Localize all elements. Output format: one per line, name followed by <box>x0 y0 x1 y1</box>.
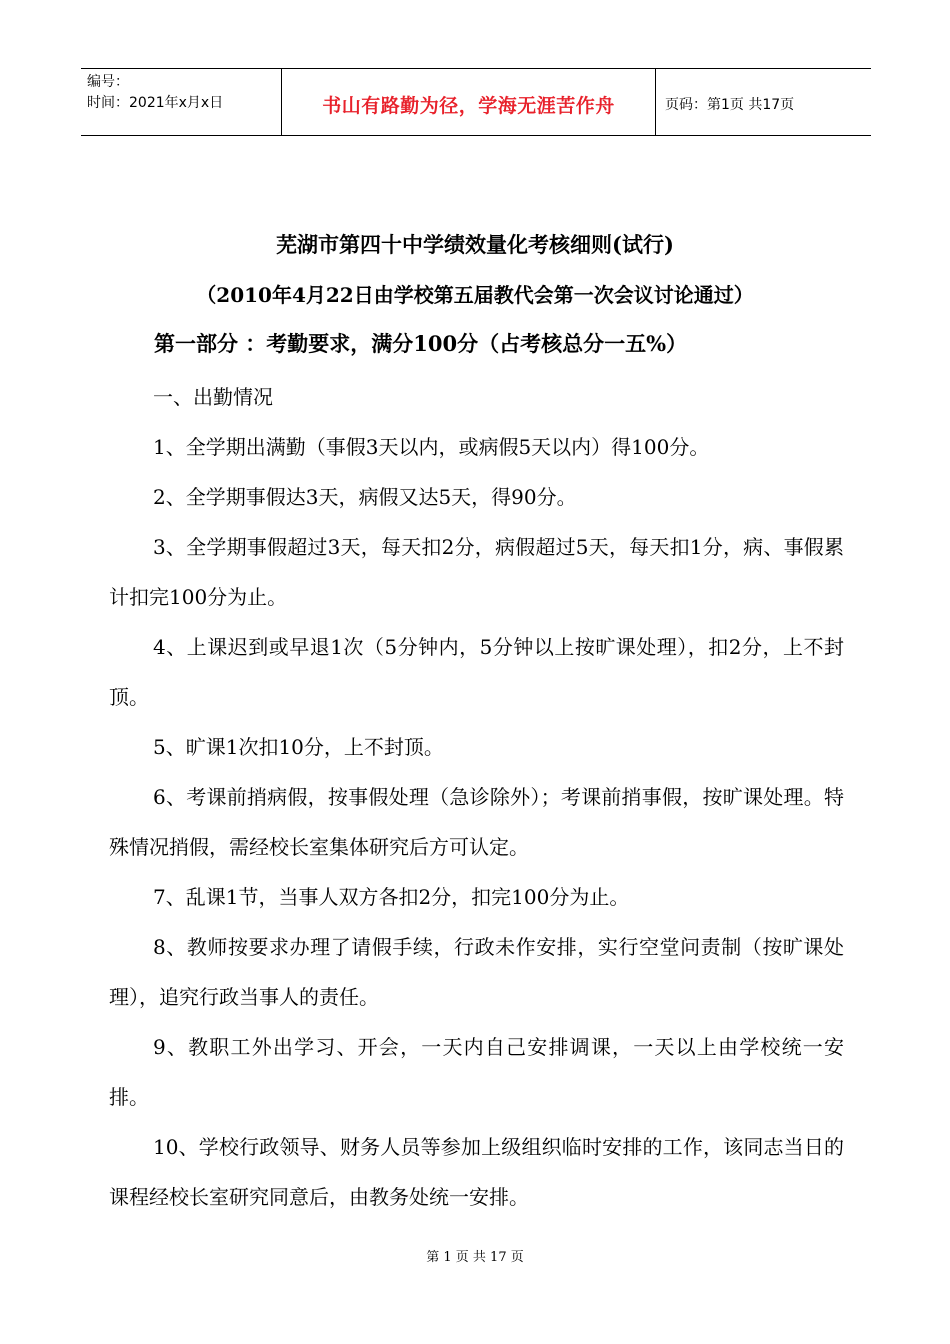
document-title: 芜湖市第四十中学绩效量化考核细则(试行) <box>276 232 674 257</box>
document-body <box>109 372 844 1222</box>
part-heading: 第一部分 ：考勤要求，满分100分（占考核总分一五%） <box>154 331 688 356</box>
paragraph: 7、乱课1节，当事人双方各扣2分，扣完100分为止。 <box>153 885 630 909</box>
motto-text: 书山有路勤为径，学海无涯苦作舟 <box>322 94 615 117</box>
paragraph: 3、全学期事假超过3天，每天扣2分，病假超过5天，每天扣1分，病、事假累计扣完100分为止。 <box>109 535 844 609</box>
paragraph: 9、教职工外出学习、开会，一天内自己安排调课，一天以上由学校统一安排。 <box>109 1035 844 1109</box>
header-meta-cell <box>81 69 282 135</box>
paragraph: 1、全学期出满勤（事假3天以内，或病假5天以内）得100分。 <box>153 435 710 459</box>
paragraph: 2、全学期事假达3天，病假又达5天，得90分。 <box>153 485 577 509</box>
paragraph: 6、考课前捎病假，按事假处理（急诊除外）；考课前捎事假，按旷课处理。特殊情况捎假，需经校长室集体研究后方可认定。 <box>109 785 844 859</box>
page-footer: 第 1 页 共 17 页 <box>426 1250 524 1265</box>
paragraph: 10、学校行政领导、财务人员等参加上级组织临时安排的工作，该同志当日的课程经校长室研究同意后，由教务处统一安排。 <box>109 1135 844 1209</box>
paragraph: 5、旷课1次扣10分，上不封顶。 <box>153 735 444 759</box>
number-label: 编号： <box>87 74 129 90</box>
paragraph: 4、上课迟到或早退1次（5分钟内，5分钟以上按旷课处理），扣2分，上不封顶。 <box>109 635 844 709</box>
paragraph: 8、教师按要求办理了请假手续，行政未作安排，实行空堂问责制（按旷课处理），追究行政当事人的责任。 <box>109 935 844 1009</box>
header-table <box>81 68 871 136</box>
time-label: 时间：2021年x月x日 <box>87 95 224 111</box>
paragraph: 一、出勤情况 <box>153 385 273 409</box>
page-info: 页码：第1页 共17页 <box>665 97 795 113</box>
header-motto-cell <box>282 69 656 135</box>
document-subtitle: （2010年4月22日由学校第五届教代会第一次会议讨论通过） <box>196 283 754 307</box>
header-page-cell <box>656 69 871 135</box>
